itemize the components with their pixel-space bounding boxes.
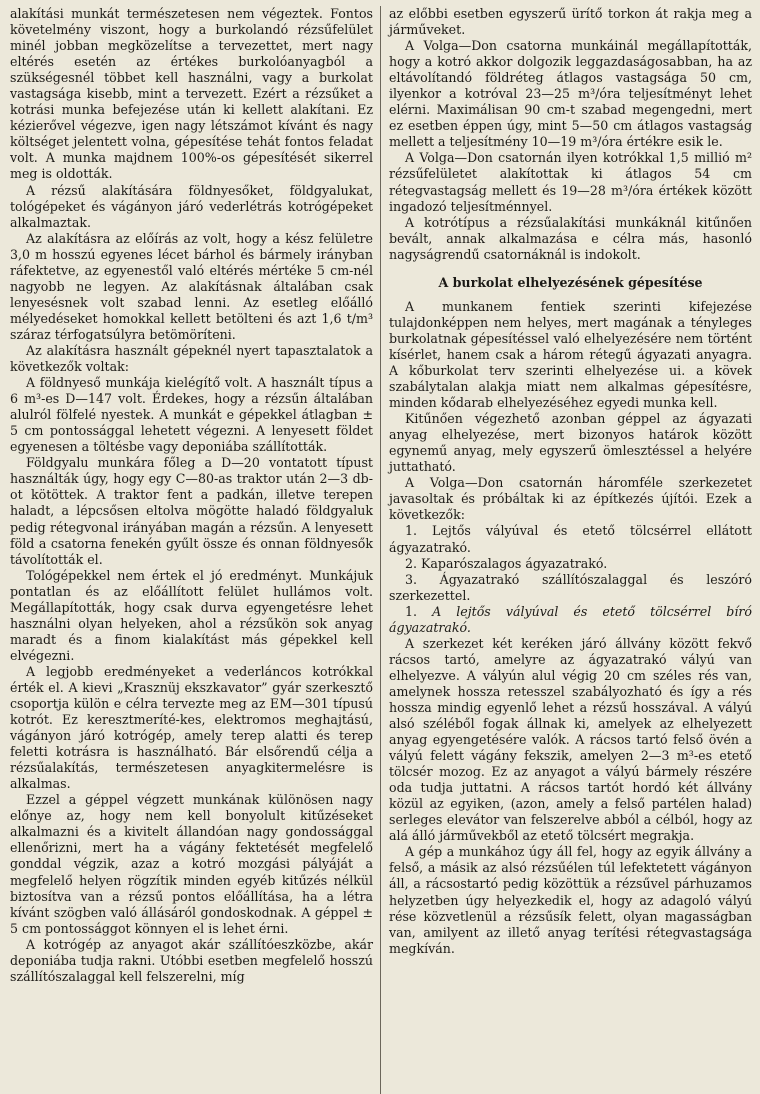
column-divider [380,6,381,1094]
paragraph: A kotrótípus a rézsűalakítási munkáknál kitűnően bevált, annak alkalmazása e célra más, hasonló nagyságrendű csatornáknál is indokolt. [389,214,752,262]
paragraph: A Volga—Don csatornán ilyen kotrókkal 1,5 millió m² rézsűfelületet alakítottak ki átlagos 54 cm rétegvastagság mellett és 19—28 m³/óra értékek között ingadozó teljesítménnyel. [389,150,752,214]
paragraph: Az alakításra az előírás az volt, hogy a kész felületre 3,0 m hosszú egyenes lécet bárhol és bármely irányban ráfektetve, az egyenestől való eltérés mértéke 5 cm-nél nagyobb ne legyen. Az alakításnak általában csak lenyesésnek volt szabad lenni. Az esetleg előálló mélyedéseket homokkal kellett betölteni és azt 1,6 t/m³ száraz térfogatsúlyra betömöríteni. [10,230,373,342]
paragraph: Ezzel a géppel végzett munkának különösen nagy előnye az, hogy nem kell bonyolult kitűzéseket alkalmazni és a kivitelt állandóan nagy gondossággal ellenőrizni, mert ha a vágány fektetését megfelelő gonddal végzik, azaz a kotró mozgási pályáját a megfelelő helyen rögzítik minden egyéb kitűzés nélkül biztosítva van a rézsű pontos előállítása, ha a létra kívánt szögben való állásáról gondoskodnak. A géppel ± 5 cm pontossággot könnyen el is lehet érni. [10,792,373,936]
paragraph: Tológépekkel nem értek el jó eredményt. Munkájuk pontatlan és az előállított felület hullámos volt. Megállapították, hogy csak durva egyengetésre lehet használni olyan helyeken, ahol a rézsűkön sok anyag maradt és a finom kialakítást más gépekkel kell elvégezni. [10,567,373,663]
paragraph: Kitűnően végezhető azonban géppel az ágyazati anyag elhelyezése, mert bizonyos határok között egynemű anyag, mely egyszerű ömlesztéssel a helyére juttatható. [389,411,752,475]
paragraph: Az alakításra használt gépeknél nyert tapasztalatok a következők voltak: [10,342,373,375]
paragraph: Földgyalu munkára főleg a D—20 vontatott típust használták úgy, hogy egy C—80-as traktor után 2—3 db-ot kötöttek. A traktor fent a padkán, illetve terepen haladt, a lépcsősen eltolva mögötte haladó földgyaluk pedig rétegvonal irányában magán a rézsűn. A lenyesett föld a csatorna fenekén gyűlt össze és onnan földnyesők távolították el. [10,455,373,567]
section-heading: A burkolat elhelyezésének gépesítése [438,274,703,290]
right-column [389,6,752,1094]
paragraph: A legjobb eredményeket a vederláncos kotrókkal érték el. A kievi „Krasznüj ekszkavator” gyár szerkesztő csoportja külön e célra tervezte meg az EM—301 típusú kotrót. Ez keresztmeríté-kes, elektromos meghajtású, vágányon járó kotrógép, amely terep alatti és terep feletti kotrásra is használható. Bár elsőrendű célja a rézsűalakítás, természetesen anyagkitermelésre is alkalmas. [10,663,373,792]
paragraph: A Volga—Don csatorna munkáinál megállapították, hogy a kotró akkor dolgozik leggazdaságosabban, ha az eltávolítandó földréteg átlagos vastagsága 50 cm, ilyenkor a kotróval 23—25 m³/óra teljesítményt lehet elérni. Maximálisan 90 cm-t szabad megengedni, mert ez esetben éppen úgy, mint 5—50 cm átlagos vastagság mellett a teljesítmény 10—19 m³/óra értékre esik le. [389,38,752,150]
list-item: 3. Ágyazatrakó szállítószalaggal és leszóró szerkezettel. [389,571,752,603]
subsection-heading [389,604,752,636]
paragraph: A kotrógép az anyagot akár szállítóeszközbe, akár deponiába tudja rakni. Utóbbi esetben megfelelő hosszú szállítószalaggal kell felszerelni, míg [10,936,373,984]
subsection-number: 1. [405,603,418,619]
paragraph: az előbbi esetben egyszerű ürítő torkon át rakja meg a járműveket. [389,6,752,38]
paragraph: A szerkezet két keréken járó állvány között fekvő rácsos tartó, amelyre az ágyazatrakó vályú van elhelyezve. A vályún alul végig 20 cm széles rés van, amelynek hossza retesszel szabályozható és így a rés hossza mindig egyenlő lehet a rézsű hosszával. A vályú alsó széléből fogak állnak ki, amelyek az elhelyezett anyag egyengetésére valók. A rácsos tartó felső övén a vályú felett vágány fekszik, amelyen 2—3 m³-es etető tölcsér mozog. Ez az anyagot a vályú bármely részére oda tudja juttatni. A rácsos tartót hordó két állvány közül az egyiken, (azon, amely a felső partélen halad) serleges elevátor van felszerelve abból a célból, hogy az alá álló járművekből az etető tölcsért megrakja. [389,635,752,844]
left-column [10,6,373,1094]
list-item: 2. Kaparószalagos ágyazatrakó. [405,555,608,571]
paragraph: A munkanem fentiek szerinti kifejezése tulajdonképpen nem helyes, mert magának a tényleges burkolatnak gépesítéssel való elhelyezésére nem történt kísérlet, hanem csak a három rétegű ágyazati anyagra. A kőburkolat terv szerinti elhelyezése ui. a kövek szabálytalan alakja miatt nem alkalmas gépesítésre, minden kődarab elhelyezéséhez egyedi munka kell. [389,298,752,411]
paragraph: A földnyeső munkája kielégítő volt. A használt típus a 6 m³-es D—147 volt. Érdekes, hogy a rézsűn általában alulról fölfelé nyestek. A munkát e gépekkel átlagban ± 5 cm pontossággal lehetett végezni. A lenyesett földet egyenesen a töltésbe vagy deponiába szállították. [10,375,373,455]
paragraph: A Volga—Don csatornán háromféle szerkezetet javasoltak és próbáltak ki az építkezés újítói. Ezek a következők: [389,475,752,523]
paragraph: A gép a munkához úgy áll fel, hogy az egyik állvány a felső, a másik az alsó rézsűélen túl lefektetett vágányon áll, a rácsostartó pedig közöttük a rézsűvel párhuzamos helyzetben úgy helyezkedik el, hogy az adagoló vályú rése közvetlenül a rézsűsík felett, olyan magasságban van, amilyent az illető anyag terítési rétegvastagsága megkíván. [389,844,752,956]
paragraph: alakítási munkát természetesen nem végeztek. Fontos követelmény viszont, hogy a burkolandó rézsűfelület minél jobban megközelítse a tervezettet, mert nagy eltérés esetén az értékes burkolóanyagból a szükségesnél többet kell használni, vagy a burkolat vastagsága kisebb, mint a tervezett. Ezért a rézsűket a kotrási munka befejezése után ki kellett alakítani. Ez kézierővel végezve, igen nagy létszámot kívánt és nagy költséget jelentett volna, gépesítése tehát fontos feladat volt. A munka majdnem 100%-os gépesítését sikerrel meg is oldották. [10,6,373,182]
list-item: 1. Lejtős vályúval és etető tölcsérrel ellátott ágyazatrakó. [389,523,752,555]
paragraph: A rézsű alakítására földnyesőket, földgyalukat, tológépeket és vágányon járó vederlétrás kotrógépeket alkalmaztak. [10,182,373,230]
subsection-title: A lejtős vályúval és etető tölcsérrel bíró ágyazatrakó. [389,603,752,635]
